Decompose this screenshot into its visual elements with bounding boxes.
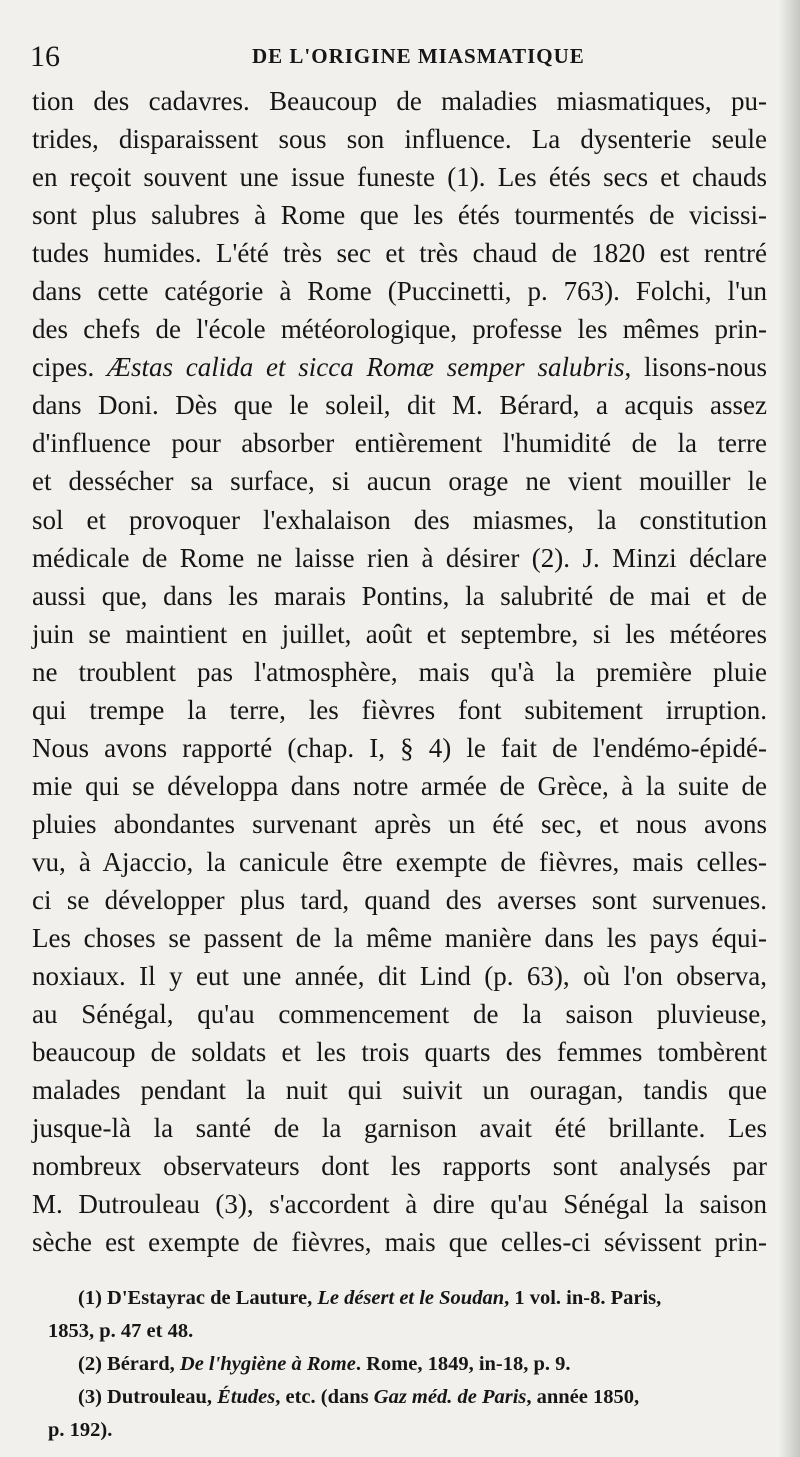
- running-head: DE L'ORIGINE MIASMATIQUE: [252, 44, 585, 68]
- footnotes: [48, 1282, 773, 1447]
- text-line: malades pendant la nuit qui suivit un ouragan, tandis que: [32, 1075, 767, 1106]
- footnote-1-cont: 1853, p. 47 et 48.: [48, 1320, 194, 1342]
- footnote-text: , 1 vol. in-8. Paris,: [504, 1287, 662, 1309]
- footnote-3-cont: p. 192).: [48, 1419, 113, 1441]
- text-line: d'influence pour absorber entièrement l'humidité de la terre: [32, 428, 767, 459]
- text-line: tudes humides. L'été très sec et très chaud de 1820 est rentré: [32, 238, 767, 269]
- text-line: dans cette catégorie à Rome (Puccinetti, p. 763). Folchi, l'un: [32, 276, 767, 307]
- footnote-text: , etc. (dans: [275, 1386, 374, 1408]
- text-line: M. Dutrouleau (3), s'accordent à dire qu'au Sénégal la saison: [32, 1189, 767, 1220]
- page-header: [30, 40, 770, 80]
- text-line: en reçoit souvent une issue funeste (1). Les étés secs et chauds: [32, 162, 767, 193]
- latin-quote: Æstas calida et sicca Romæ semper salubris: [106, 352, 625, 383]
- text-line: Nous avons rapporté (chap. I, § 4) le fait de l'endémo-épidé-: [32, 732, 767, 763]
- text-line: jusque-là la santé de la garnison avait été brillante. Les: [32, 1113, 767, 1144]
- text-segment: cipes.: [32, 352, 107, 383]
- footnote-text: (2) Bérard,: [78, 1353, 180, 1375]
- footnote-title: De l'hygiène à Rome: [179, 1353, 356, 1375]
- text-line: et dessécher sa surface, si aucun orage ne vient mouiller le: [32, 466, 767, 497]
- text-line: ne troublent pas l'atmosphère, mais qu'à la première pluie: [32, 656, 767, 687]
- text-line: au Sénégal, qu'au commencement de la saison pluvieuse,: [32, 999, 767, 1030]
- footnote-2: [48, 1348, 773, 1381]
- text-line: Les choses se passent de la même manière dans les pays équi-: [32, 923, 767, 954]
- body-text: [32, 82, 767, 1261]
- text-line: noxiaux. Il y eut une année, dit Lind (p. 63), où l'on observa,: [32, 961, 767, 992]
- text-line: dans Doni. Dès que le soleil, dit M. Bérard, a acquis assez: [32, 390, 767, 421]
- footnote-title: Études: [217, 1386, 276, 1408]
- page-number: 16: [30, 40, 60, 73]
- text-line: des chefs de l'école météorologique, professe les mêmes prin-: [32, 314, 767, 345]
- text-line: tion des cadavres. Beaucoup de maladies miasmatiques, pu-: [32, 86, 767, 116]
- footnote-text: (1) D'Estayrac de Lauture,: [78, 1287, 318, 1309]
- text-line: sont plus salubres à Rome que les étés tourmentés de vicissi-: [32, 200, 767, 231]
- page-edge-shadow: [778, 0, 800, 1457]
- text-line: ci se développer plus tard, quand des averses sont survenues.: [32, 884, 767, 915]
- footnote-title: Gaz méd. de Paris: [373, 1386, 527, 1408]
- text-line: mie qui se développa dans notre armée de Grèce, à la suite de: [32, 770, 767, 801]
- footnote-text: . Rome, 1849, in-18, p. 9.: [355, 1353, 571, 1375]
- text-line: sol et provoquer l'exhalaison des miasmes, la constitution: [32, 504, 767, 535]
- footnote-title: Le désert et le Soudan: [317, 1287, 505, 1309]
- text-line-with-latin-quote: [32, 348, 767, 386]
- footnote-1: [48, 1282, 773, 1315]
- text-line: aussi que, dans les marais Pontins, la salubrité de mai et de: [32, 580, 767, 611]
- text-line: trides, disparaissent sous son influence. La dysenterie seule: [32, 124, 767, 155]
- text-line: juin se maintient en juillet, août et septembre, si les météores: [32, 618, 767, 649]
- text-line: nombreux observateurs dont les rapports sont analysés par: [32, 1151, 767, 1182]
- footnote-3: [48, 1381, 773, 1414]
- text-segment: , lisons-nous: [624, 352, 767, 383]
- text-line: beaucoup de soldats et les trois quarts des femmes tombèrent: [32, 1037, 767, 1068]
- footnote-text: , année 1850,: [526, 1386, 640, 1408]
- text-line: sèche est exempte de fièvres, mais que celles-ci sévissent prin-: [32, 1227, 767, 1258]
- text-line: médicale de Rome ne laisse rien à désirer (2). J. Minzi déclare: [32, 542, 767, 573]
- text-line: qui trempe la terre, les fièvres font subitement irruption.: [32, 694, 767, 725]
- text-line: pluies abondantes survenant après un été sec, et nous avons: [32, 808, 767, 839]
- text-line: vu, à Ajaccio, la canicule être exempte de fièvres, mais celles-: [32, 846, 767, 877]
- footnote-text: (3) Dutrouleau,: [78, 1386, 218, 1408]
